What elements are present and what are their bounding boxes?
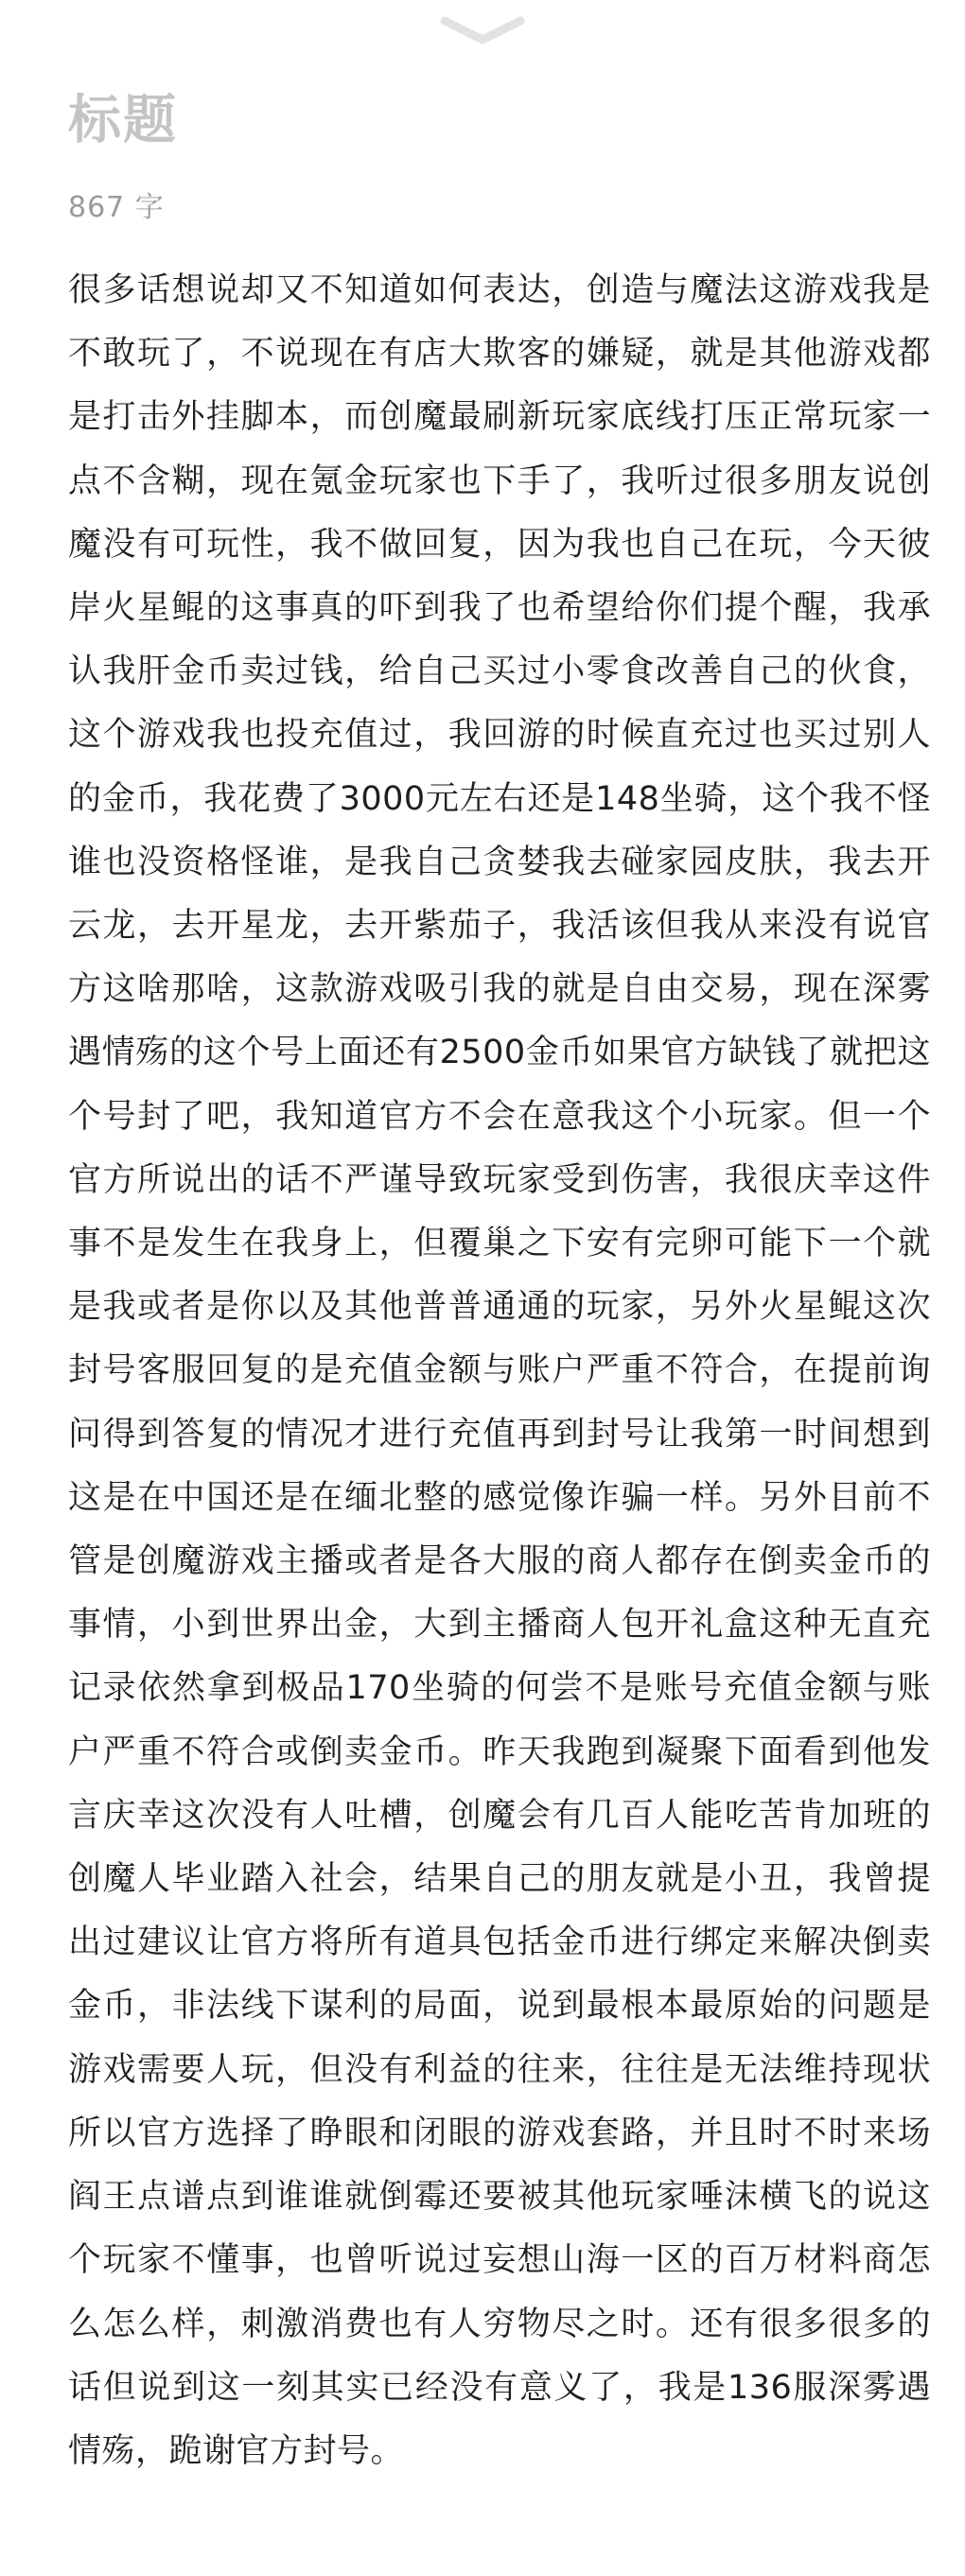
page-title[interactable]: 标题 [68,90,178,151]
chevron-down-icon [437,13,528,51]
word-count: 867 字 [68,191,165,224]
article-body[interactable]: 很多话想说却又不知道如何表达，创造与魔法这游戏我是不敢玩了，不说现在有店大欺客的嫌疑，就是其他游戏都是打击外挂脚本，而创魔最刷新玩家底线打压正常玩家一点不含糊，现在氪金玩家也下手了，我听过很多朋友说创魔没有可玩性，我不做回复，因为我也自己在玩，今天彼岸火星鲲的这事真的吓到我了也希望给你们提个醒，我承认我肝金币卖过钱，给自己买过小零食改善自己的伙食，这个游戏我也投充值过，我回游的时候直充过也买过别人的金币，我花费了3000元左右还是148坐骑，这个我不怪谁也没资格怪谁，是我自己贪婪我去碰家园皮肤，我去开云龙，去开星龙，去开紫茄子，我活该但我从来没有说官方这啥那啥，这款游戏吸引我的就是自由交易，现在深雾遇情殇的这个号上面还有2500金币如果官方缺钱了就把这个号封了吧，我知道官方不会在意我这个小玩家。但一个官方所说出的话不严谨导致玩家受到伤害，我很庆幸这件事不是发生在我身上，但覆巢之下安有完卵可能下一个就是我或者是你以及其他普普通通的玩家，另外火星鲲这次封号客服回复的是充值金额与账户严重不符合，在提前询问得到答复的情况才进行充值再到封号让我第一时间想到这是在中国还是在缅北整的感觉像诈骗一样。另外目前不管是创魔游戏主播或者是各大服的商人都存在倒卖金币的事情，小到世界出金，大到主播商人包开礼盒这种无直充记录依然拿到极品170坐骑的何尝不是账号充值金额与账户严重不符合或倒卖金币。昨天我跑到凝聚下面看到他发言庆幸这次没有人吐槽，创魔会有几百人能吃苦肯加班的创魔人毕业踏入社会，结果自己的朋友就是小丑，我曾提出过建议让官方将所有道具包括金币进行绑定来解决倒卖金币，非法线下谋利的局面，说到最根本最原始的问题是游戏需要人玩，但没有利益的往来，往往是无法维持现状所以官方选择了睁眼和闭眼的游戏套路，并且时不时来场阎王点谱点到谁谁就倒霉还要被其他玩家唾沫横飞的说这个玩家不懂事，也曾听说过妄想山海一区的百万材料商怎么怎么样，刺激消费也有人穷物尽之时。还有很多很多的话但说到这一刻其实已经没有意义了，我是136服深雾遇情殇，跪谢官方封号。 [68,271,931,2470]
collapse-handle[interactable] [437,13,528,51]
